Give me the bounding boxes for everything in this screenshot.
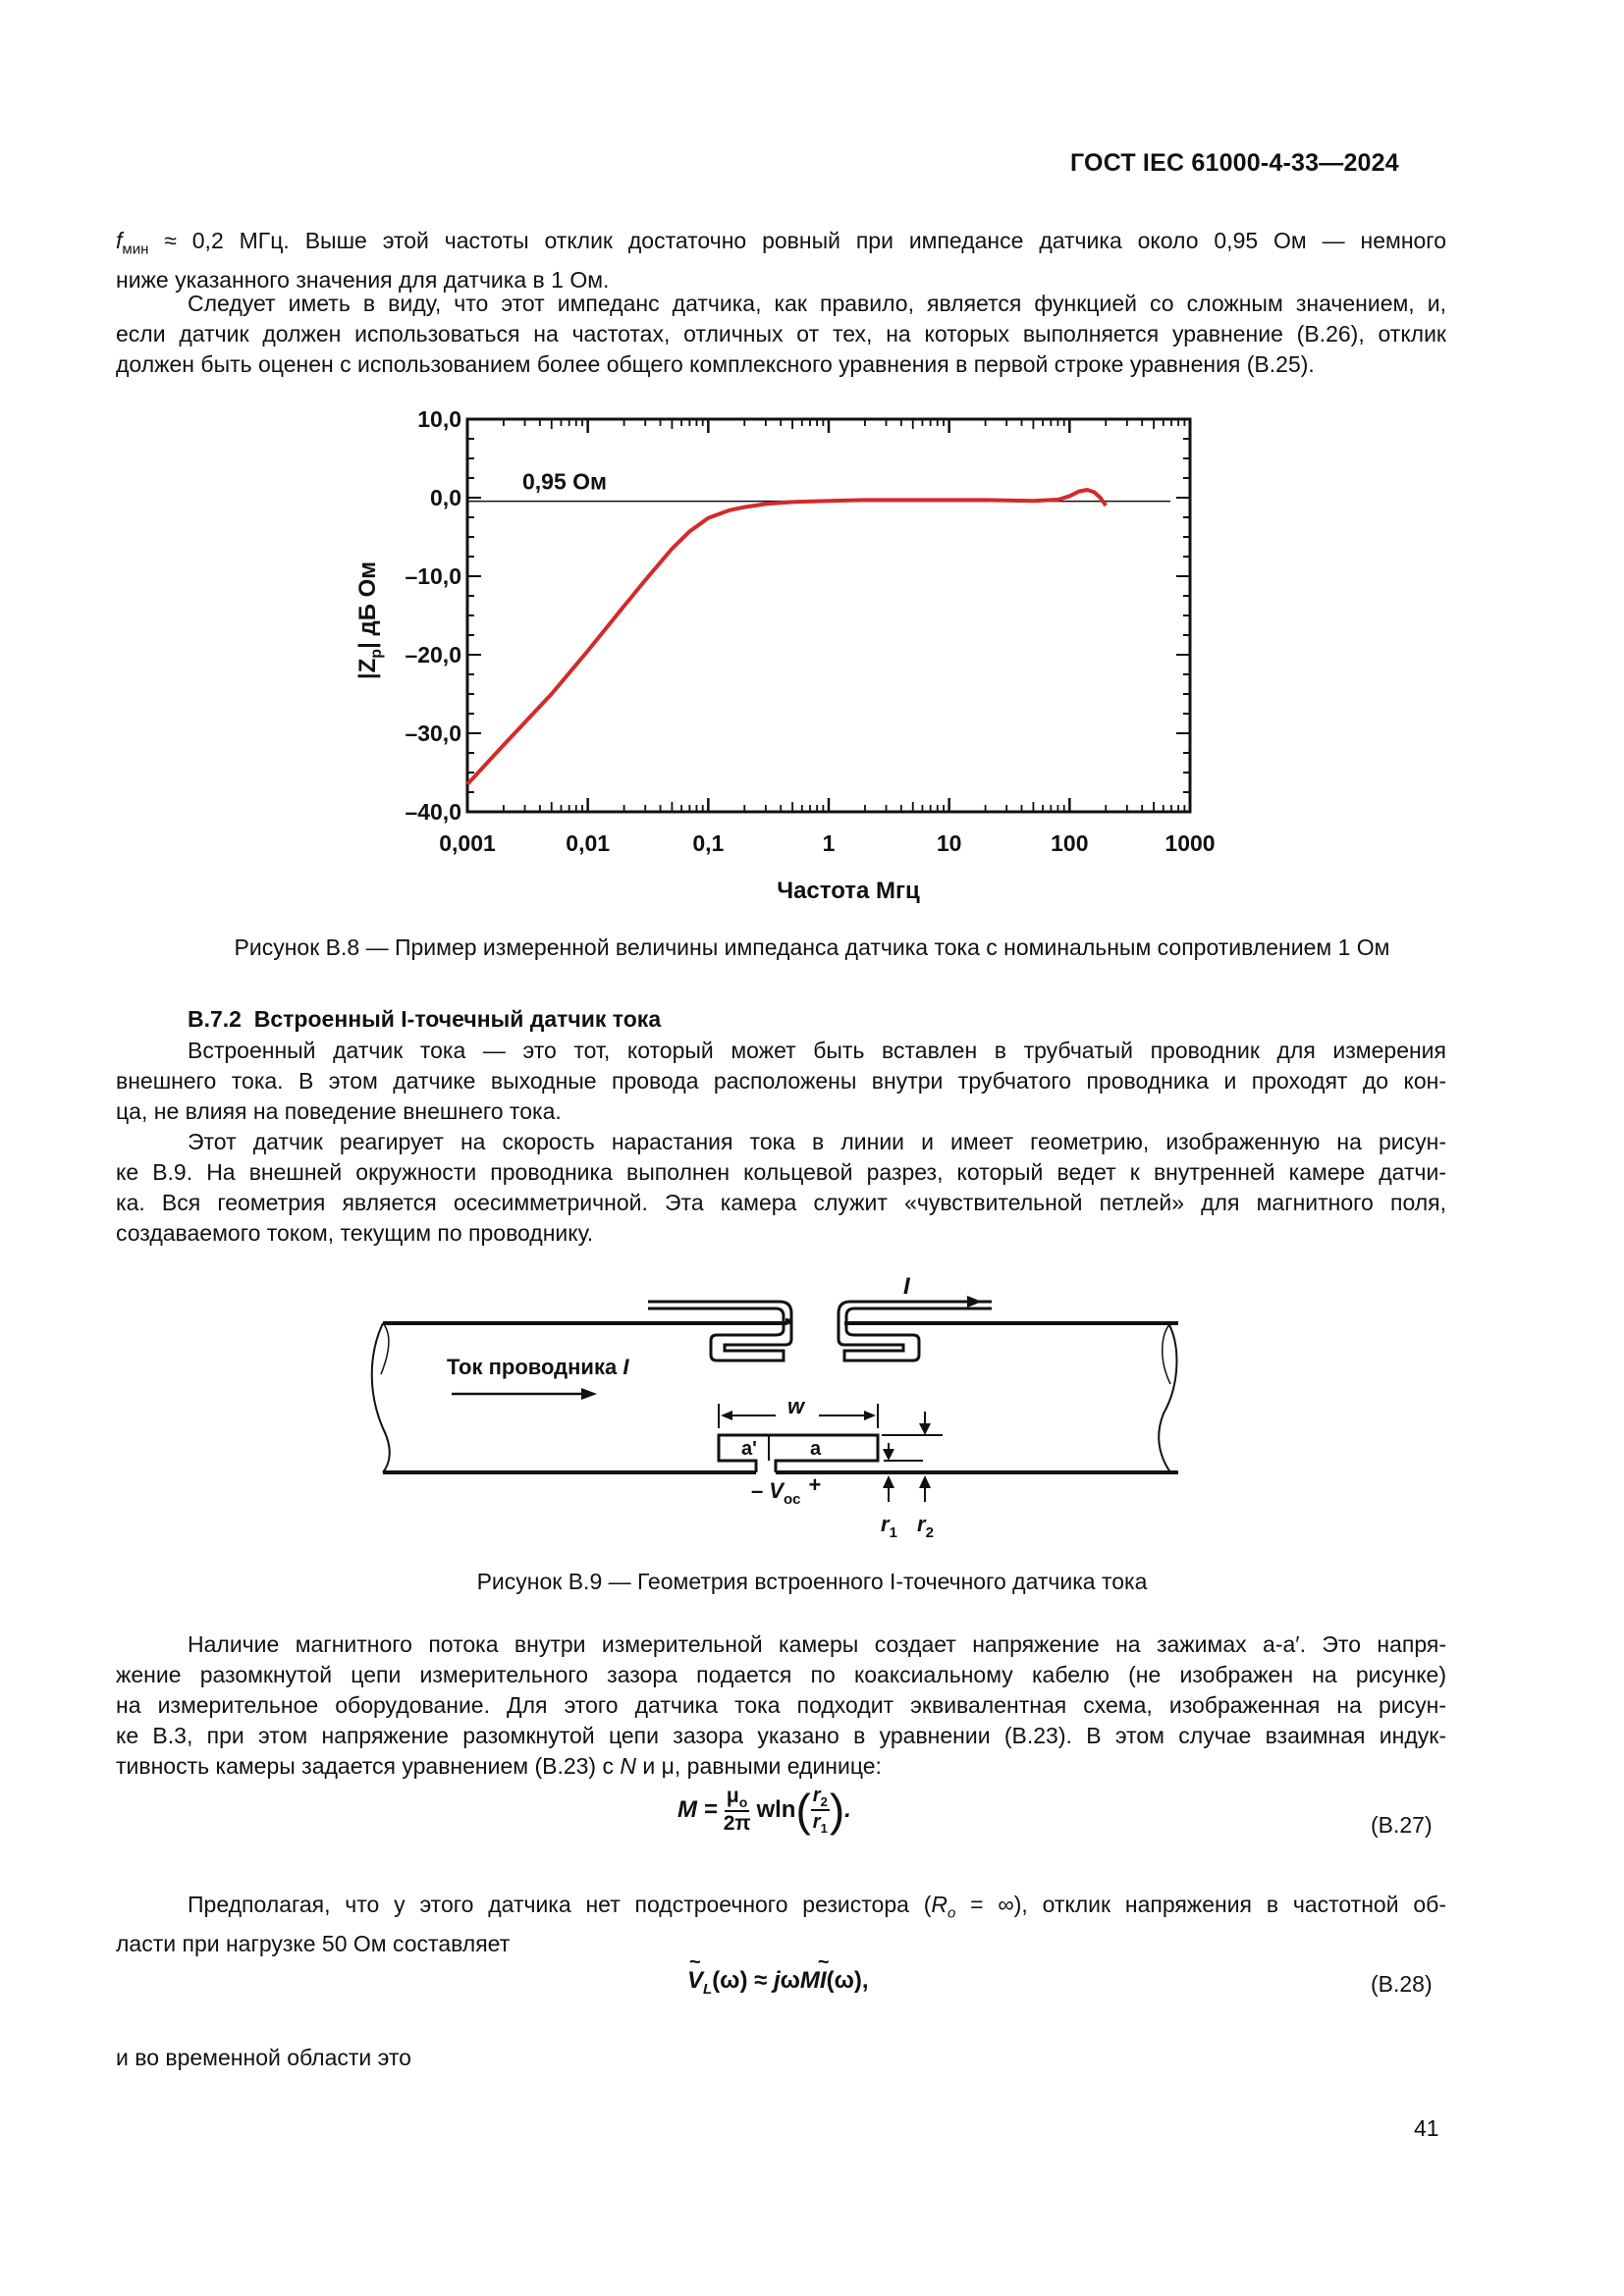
x-tick-label: 0,001 xyxy=(439,830,496,856)
x-tick-label: 10 xyxy=(936,830,962,856)
p3-line-2: жение разомкнутой цепи измерительного зазора подается по коаксиальному кабелю (не изображен на рисунке) xyxy=(116,1662,1446,1687)
eq27-ratio xyxy=(811,1785,830,1836)
page-number: 41 xyxy=(1414,2115,1439,2141)
x-tick-label: 1 xyxy=(822,830,836,856)
p3-line-5-pre: тивность камеры задается уравнением (B.23) с xyxy=(116,1753,621,1779)
eq27-paren-close: ) xyxy=(829,1785,845,1837)
eq27-denominator: 2π xyxy=(723,1812,751,1836)
f-subscript: мин xyxy=(122,240,149,258)
p3-N-symbol: N xyxy=(620,1753,636,1779)
y-axis-label-sub: p xyxy=(368,648,385,659)
eq27-r2-letter: r xyxy=(812,1785,821,1807)
eq27-r1-sub: 1 xyxy=(820,1821,828,1837)
voc-subscript: oc xyxy=(783,1491,801,1508)
r1-label xyxy=(881,1512,897,1541)
y-axis-label xyxy=(354,561,385,679)
eq28-I-tilde: ~ xyxy=(817,1951,830,1973)
tube-left-end-inner xyxy=(381,1323,389,1374)
terminal-a: a xyxy=(810,1438,822,1460)
eq28-arg: (ω) ≈ xyxy=(712,1967,774,1994)
section-title: Встроенный I-точечный датчик тока xyxy=(253,1006,662,1032)
section-p1-line-3: ца, не влияя на поведение внешнего тока. xyxy=(116,1098,562,1124)
section-p1-line-2: внешнего тока. В этом датчике выходные провода расположены внутри трубчатого проводника и проходят до кон- xyxy=(116,1068,1446,1094)
x-tick-label: 100 xyxy=(1051,830,1089,856)
sensor-geometry-diagram xyxy=(363,1266,1208,1551)
voc-minus: – xyxy=(751,1478,764,1503)
width-label: w xyxy=(787,1394,805,1418)
section-paragraph-2 xyxy=(116,1127,1446,1249)
section-p2-line-2: ке B.9. На внешней окружности проводника выполнен кольцевой разрез, который ведет к внутренней камере датчи- xyxy=(116,1159,1446,1185)
eq28-M: M xyxy=(799,1967,820,1994)
top-sensor-loop-left xyxy=(648,1302,791,1361)
y-tick-label: –10,0 xyxy=(405,563,461,589)
eq27-paren-open: ( xyxy=(795,1785,811,1837)
y-tick-label: –40,0 xyxy=(405,799,461,825)
tube-left-end xyxy=(372,1323,390,1472)
eq27-body: wln xyxy=(756,1796,796,1824)
eq28-V xyxy=(687,1951,704,1995)
r2-label xyxy=(917,1512,934,1541)
eq27-number: (B.27) xyxy=(1371,1812,1433,1838)
eq28-omega: ω xyxy=(780,1967,800,1994)
x-tick-label: 0,1 xyxy=(692,830,725,856)
w-dim-right-arrow xyxy=(864,1411,876,1420)
conductor-current-arrow-head xyxy=(581,1388,597,1400)
section-p2-line-1: Этот датчик реагирует на скорость нарастания тока в линии и имеет геометрию, изображенную на рисун- xyxy=(188,1129,1446,1154)
p3-line-1: Наличие магнитного потока внутри измерительной камеры создает напряжение на зажимах a-a′. Это напря- xyxy=(188,1631,1446,1657)
section-paragraph-1 xyxy=(116,1036,1446,1127)
reference-line-label: 0,95 Ом xyxy=(522,468,608,495)
current-arrow-top-head xyxy=(967,1296,982,1308)
eq27-lhs: M = xyxy=(677,1796,718,1824)
intro-paragraph-2 xyxy=(116,289,1446,380)
eq28-V-letter: V xyxy=(687,1967,704,1994)
intro-line-2: ниже указанного значения для датчика в 1 Ом. xyxy=(116,266,610,293)
r2-subscript: 2 xyxy=(925,1524,934,1541)
y-tick-label: 0,0 xyxy=(430,485,461,510)
paragraph-4 xyxy=(116,1890,1446,1959)
intro-p2-line-2: если датчик должен использоваться на частотах, отличных от тех, на которых выполняется уравнение (B.26), отклик xyxy=(116,321,1446,347)
intro-p2-line-1: Следует иметь в виду, что этот импеданс датчика, как правило, является функцией со сложным значением, и, xyxy=(188,291,1446,316)
r1-letter: r xyxy=(881,1512,890,1536)
intro-paragraph-1 xyxy=(116,226,1446,295)
impedance-chart xyxy=(324,398,1257,908)
section-p1-line-1: Встроенный датчик тока — это тот, который может быть вставлен в трубчатый проводник для измерения xyxy=(188,1038,1446,1063)
top-dim-arrow-head xyxy=(919,1423,931,1435)
top-sensor-loop-right xyxy=(839,1302,992,1361)
eq27-end: . xyxy=(844,1796,851,1824)
p4-line-1 xyxy=(116,1890,1446,1929)
eq28-V-tilde: ~ xyxy=(689,1951,701,1973)
r1-arrow-head xyxy=(883,1475,894,1488)
eq27-fraction xyxy=(724,1785,751,1836)
eq27-r2-sub: 2 xyxy=(820,1794,828,1810)
r2-arrow-head xyxy=(919,1475,931,1488)
x-tick-label: 0,01 xyxy=(566,830,611,856)
y-tick-label: 10,0 xyxy=(417,406,461,432)
section-heading xyxy=(188,1006,661,1033)
tube-right-end-inner xyxy=(1163,1323,1170,1384)
f-symbol: f xyxy=(116,228,123,253)
tail-text: и во временной области это xyxy=(116,2045,411,2070)
y-axis-label-rest: | дБ Ом xyxy=(354,561,381,649)
eq28-V-sub: L xyxy=(703,1980,713,1998)
terminal-a-prime: a' xyxy=(741,1438,757,1460)
figure-b9-caption: Рисунок B.9 — Геометрия встроенного I-точечного датчика тока xyxy=(476,1569,1148,1594)
voc-letter: V xyxy=(769,1478,784,1503)
x-tick-label: 1000 xyxy=(1164,830,1216,856)
y-axis-label-main: |Z xyxy=(354,658,381,680)
p4-line-1-pre: Предполагая, что у этого датчика нет подстроечного резистора ( xyxy=(188,1892,932,1917)
eq28-number: (B.28) xyxy=(1371,1971,1433,1997)
p3-line-3: на измерительное оборудование. Для этого датчика тока подходит эквивалентная схема, изображенная на рисун- xyxy=(116,1692,1446,1718)
eq28-I-letter: I xyxy=(819,1967,827,1994)
intro-p2-line-3: должен быть оценен с использованием более общего комплексного уравнения в первой строке уравнения (B.25). xyxy=(116,351,1315,377)
p3-line-4: ке B.3, при этом напряжение разомкнутой цепи зазора указано в уравнении (B.23). В этом случае взаимная индук- xyxy=(116,1723,1446,1748)
p4-R-symbol: R xyxy=(931,1892,947,1917)
eq27-mu: μ xyxy=(726,1785,739,1807)
y-tick-label: –30,0 xyxy=(405,721,461,746)
eq27-mu-sub: o xyxy=(738,1794,748,1811)
figure-b8-caption: Рисунок B.8 — Пример измеренной величины импеданса датчика тока с номинальным сопротивлением 1 Ом xyxy=(234,934,1390,960)
equation-b28 xyxy=(687,1951,869,1998)
section-number: B.7.2 xyxy=(188,1006,242,1032)
impedance-series-line xyxy=(467,490,1106,784)
equation-b27 xyxy=(677,1785,851,1836)
mid-dim-arrow-head xyxy=(883,1449,894,1461)
eq27-ratio-top xyxy=(811,1785,830,1811)
eq28-tail: (ω), xyxy=(826,1967,869,1994)
p4-R-sub: o xyxy=(947,1904,956,1922)
section-p2-line-4: создаваемого током, текущим по проводнику. xyxy=(116,1220,594,1246)
conductor-current-I: I xyxy=(623,1355,629,1379)
current-label-top: I xyxy=(903,1273,910,1300)
r2-letter: r xyxy=(917,1512,926,1536)
eq27-r1-letter: r xyxy=(812,1811,821,1834)
paragraph-3 xyxy=(116,1629,1446,1782)
tube-right-end xyxy=(1159,1323,1176,1472)
p4-line-2: ласти при нагрузке 50 Ом составляет xyxy=(116,1930,511,1956)
section-p2-line-3: ка. Вся геометрия является осесимметричной. Эта камера служит «чувствительной петлей» для магнитного поля, xyxy=(116,1190,1446,1215)
p3-line-5 xyxy=(116,1751,1446,1782)
r1-subscript: 1 xyxy=(889,1524,897,1541)
eq27-numerator xyxy=(725,1785,749,1812)
intro-line-1-text: ≈ 0,2 МГц. Выше этой частоты отклик достаточно ровный при импедансе датчика около 0,95 Ом — немного xyxy=(148,228,1446,253)
voc-plus: + xyxy=(808,1472,822,1497)
p4-line-1-post: = ∞), отклик напряжения в частотной об- xyxy=(955,1892,1446,1917)
intro-line-1 xyxy=(116,226,1446,265)
conductor-current-label xyxy=(447,1355,629,1379)
eq28-j: j xyxy=(773,1967,781,1994)
eq27-ratio-bottom xyxy=(813,1811,828,1836)
w-dim-left-arrow xyxy=(721,1411,732,1420)
document-id: ГОСТ IEC 61000-4-33—2024 xyxy=(1070,149,1399,177)
eq28-I xyxy=(817,1951,830,1995)
voc-label xyxy=(751,1472,821,1508)
y-tick-label: –20,0 xyxy=(405,642,461,667)
conductor-current-text: Ток проводника xyxy=(447,1355,623,1379)
x-axis-label: Частота Мгц xyxy=(777,878,920,904)
p3-line-5-post: и μ, равными единице: xyxy=(636,1753,882,1779)
